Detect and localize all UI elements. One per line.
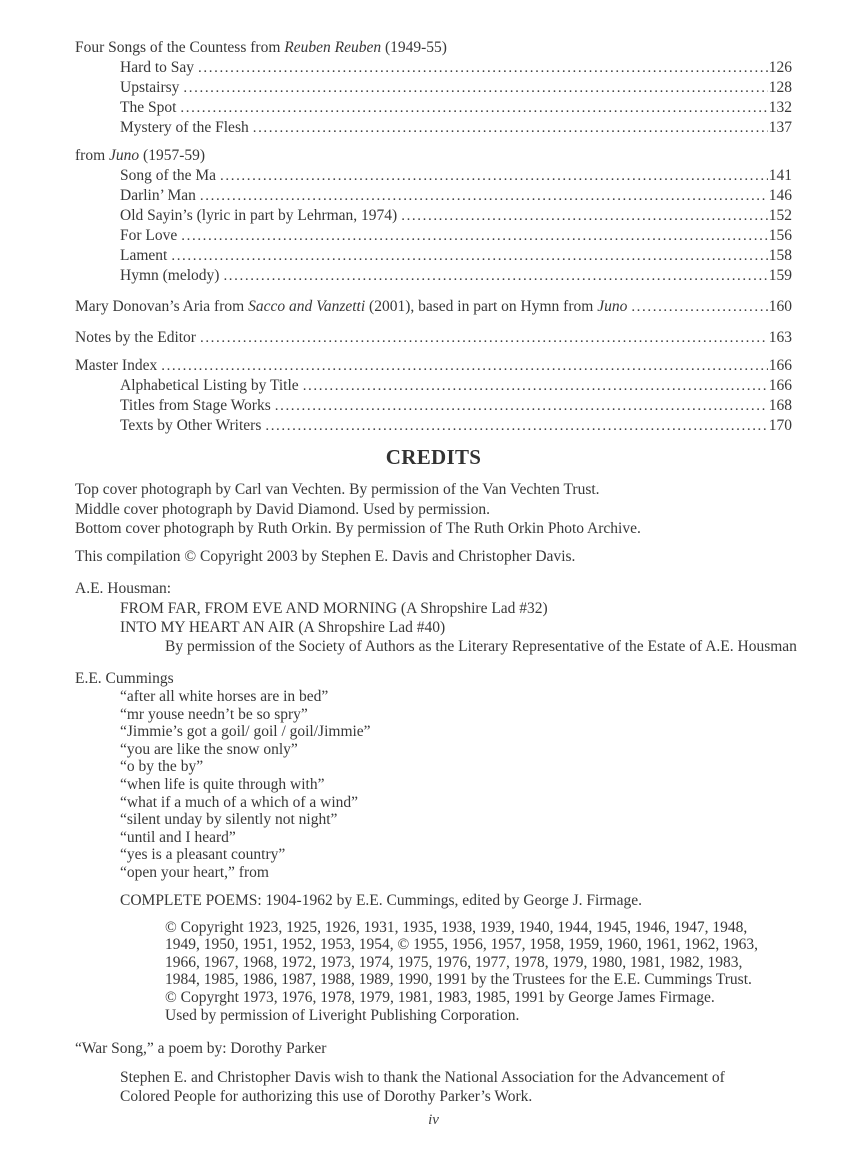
toc-entry-title: For Love: [120, 227, 178, 244]
toc-leader-dots: [180, 98, 767, 118]
toc-entry-page: 156: [768, 227, 792, 244]
toc-entry-page: 159: [768, 267, 792, 284]
toc-group-heading-reuben: [75, 38, 792, 58]
toc-entry-title: Master Index: [75, 357, 158, 374]
toc-entry-title: Alphabetical Listing by Title: [120, 377, 299, 394]
toc-entry-notes: [75, 328, 792, 348]
title-italic: Sacco and Vanzetti: [248, 298, 366, 315]
work-title: INTO MY HEART AN AIR (A Shropshire Lad #40): [120, 618, 446, 636]
toc-entry-title: The Spot: [120, 99, 177, 116]
toc-group-heading-juno: [75, 146, 792, 166]
toc-leader-dots: [631, 297, 767, 317]
poem-title: “you are like the snow only”: [120, 740, 298, 758]
poem-title: “after all white horses are in bed”: [120, 688, 329, 705]
credits-heading: CREDITS: [385, 445, 482, 469]
toc-leader-dots: [401, 206, 768, 226]
cover-photo-credits: [75, 480, 792, 539]
copyright-block: [75, 919, 792, 1025]
poem-title: “silent unday by silently not night”: [120, 811, 338, 829]
toc-entry-page: 141: [768, 167, 792, 184]
copyright-line: 1966, 1967, 1968, 1972, 1973, 1974, 1975, 1976, 1977, 1978, 1979, 1980, 1981, 1982, 1983,: [165, 953, 743, 971]
toc-leader-dots: [161, 356, 768, 376]
toc-entry-page: 126: [768, 59, 792, 76]
work-title: FROM FAR, FROM EVE AND MORNING (A Shropshire Lad #32): [120, 599, 548, 617]
copyright-line: 1949, 1950, 1951, 1952, 1953, 1954, © 1955, 1956, 1957, 1958, 1959, 1960, 1961, 1962, 1963,: [165, 936, 759, 954]
toc-entry-page: 128: [768, 79, 792, 96]
toc-entry-page: 170: [768, 417, 792, 434]
toc-entry: [75, 98, 792, 118]
toc-entry: [75, 206, 792, 226]
toc-entry-page: 166: [768, 357, 792, 374]
toc-entry-page: 163: [768, 329, 792, 346]
toc-entry-title: Darlin’ Man: [120, 187, 196, 204]
toc-leader-dots: [183, 78, 767, 98]
toc-entry-page: 152: [768, 207, 792, 224]
toc-leader-dots: [223, 266, 767, 286]
poem-title: “until and I heard”: [120, 828, 236, 846]
toc-entry: [75, 266, 792, 286]
toc-entry-title: Texts by Other Writers: [120, 417, 262, 434]
toc-leader-dots: [253, 118, 768, 138]
credit-line: Middle cover photograph by David Diamond. Used by permission.: [75, 500, 490, 518]
toc-entry: [75, 396, 792, 416]
title-text: (2001), based in part on Hymn from: [365, 298, 598, 315]
author-name: E.E. Cummings: [75, 669, 174, 687]
toc-entry-mary-donovan: [75, 297, 792, 317]
cummings-section: [75, 669, 792, 1025]
title-italic: Juno: [597, 298, 628, 315]
toc-entry: [75, 246, 792, 266]
poem-title: “mr youse needn’t be so spry”: [120, 705, 308, 723]
page-number: iv: [428, 1111, 439, 1128]
volume-title-line: COMPLETE POEMS: 1904-1962 by E.E. Cummings, edited by George J. Firmage.: [120, 891, 642, 909]
toc-entry-page: 168: [768, 397, 792, 414]
toc-entry-title: Song of the Ma: [120, 167, 217, 184]
toc-leader-dots: [303, 376, 768, 396]
toc-entry-page: 160: [768, 298, 792, 315]
toc-entry-page: 166: [768, 377, 792, 394]
credit-line: Bottom cover photograph by Ruth Orkin. By permission of The Ruth Orkin Photo Archive.: [75, 520, 641, 537]
toc-entry: [75, 226, 792, 246]
heading-text: from: [75, 147, 110, 164]
toc-leader-dots: [275, 396, 768, 416]
copyright-line: 1984, 1985, 1986, 1987, 1988, 1989, 1990, 1991 by the Trustees for the E.E. Cummings Trust.: [165, 971, 752, 989]
compilation-copyright-line: This compilation © Copyright 2003 by Stephen E. Davis and Christopher Davis.: [75, 547, 576, 565]
toc-leader-dots: [198, 58, 768, 78]
toc-entry: [75, 166, 792, 186]
toc-entry: [75, 78, 792, 98]
heading-italic-title: Reuben Reuben: [284, 39, 382, 56]
credit-line: Top cover photograph by Carl van Vechten. By permission of the Van Vechten Trust.: [75, 481, 600, 498]
toc-entry-title: Upstairsy: [120, 79, 180, 96]
toc-entry-title: Notes by the Editor: [75, 329, 196, 346]
poem-title: “yes is a pleasant country”: [120, 846, 286, 864]
toc-entry: [75, 58, 792, 78]
toc-entry-title: Mystery of the Flesh: [120, 119, 249, 136]
acknowledgment-paragraph: Stephen E. and Christopher Davis wish to thank the National Association for the Advancement of Colored People for authorizing this use of Dorothy Parker’s Work.: [120, 1068, 725, 1106]
title-text: Mary Donovan’s Aria from: [75, 298, 249, 315]
war-song-credit-line: “War Song,” a poem by: Dorothy Parker: [75, 1040, 327, 1058]
credits-section: [75, 445, 797, 1107]
toc-entry-title: Old Sayin’s (lyric in part by Lehrman, 1974): [120, 207, 398, 224]
poem-title: “Jimmie’s got a goil/ goil / goil/Jimmie”: [120, 723, 371, 741]
toc-entry-page: 146: [768, 187, 792, 204]
toc-entry-title: Hard to Say: [120, 59, 195, 76]
heading-text: (1957-59): [139, 147, 206, 164]
toc-leader-dots: [171, 246, 767, 266]
housman-section: [75, 579, 797, 656]
permission-line: By permission of the Society of Authors as the Literary Representative of the Estate of A.E. Housman: [165, 637, 797, 655]
author-name: A.E. Housman:: [75, 580, 172, 597]
toc-entry-title: Lament: [120, 247, 168, 264]
toc-entry: [75, 186, 792, 206]
toc-leader-dots: [200, 328, 768, 348]
toc-entry-page: 132: [768, 99, 792, 116]
poem-title: “what if a much of a which of a wind”: [120, 793, 359, 811]
toc-leader-dots: [181, 226, 767, 246]
poem-title: “when life is quite through with”: [120, 775, 325, 793]
toc-entry-title: Titles from Stage Works: [120, 397, 271, 414]
toc-section: [75, 38, 792, 436]
toc-entry: [75, 416, 792, 436]
poem-title: “o by the by”: [120, 758, 204, 776]
copyright-line: © Copyright 1923, 1925, 1926, 1931, 1935, 1938, 1939, 1940, 1944, 1945, 1946, 1947, 1948,: [165, 918, 748, 936]
toc-leader-dots: [265, 416, 767, 436]
toc-leader-dots: [220, 166, 768, 186]
toc-entry-title: Hymn (melody): [120, 267, 220, 284]
toc-entry: [75, 376, 792, 396]
toc-entry-page: 158: [768, 247, 792, 264]
toc-entry-title: [75, 297, 627, 317]
heading-text: (1949-55): [381, 39, 447, 56]
toc-leader-dots: [200, 186, 768, 206]
copyright-line: © Copyrght 1973, 1976, 1978, 1979, 1981, 1983, 1985, 1991 by George James Firmage.: [165, 988, 715, 1006]
poem-title: “open your heart,” from: [120, 863, 269, 881]
copyright-line: Used by permission of Liveright Publishing Corporation.: [165, 1006, 520, 1024]
toc-entry-master-index: [75, 356, 792, 376]
heading-text: Four Songs of the Countess from: [75, 39, 285, 56]
toc-entry-page: 137: [768, 119, 792, 136]
toc-entry: [75, 118, 792, 138]
heading-italic-title: Juno: [109, 147, 140, 164]
